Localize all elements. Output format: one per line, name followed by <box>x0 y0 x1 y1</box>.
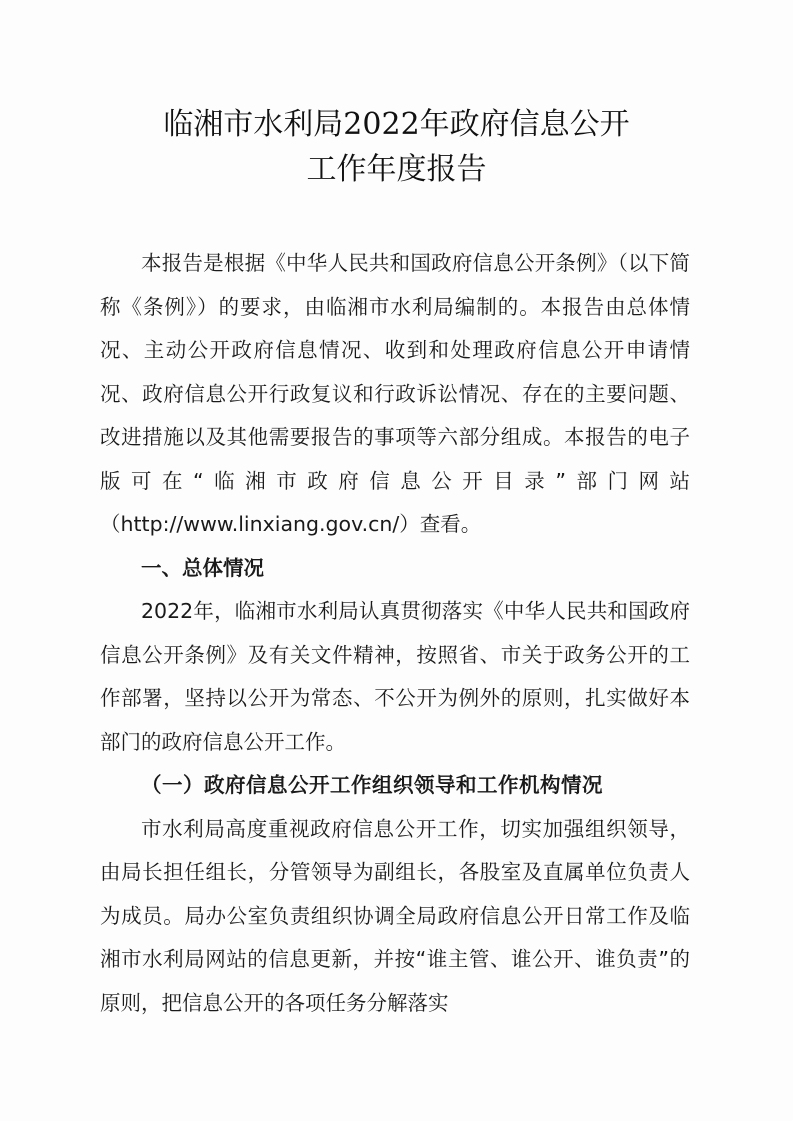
title-line-1: 临湘市水利局2022年政府信息公开 <box>163 107 630 142</box>
report-title <box>0 102 793 192</box>
subsection-heading-organization: （一）政府信息公开工作组织领导和工作机构情况 <box>141 773 603 797</box>
title-line-2: 工作年度报告 <box>306 152 487 187</box>
organization-paragraph: 市水利局高度重视政府信息公开工作，切实加强组织领导，由局长担任组长，分管领导为副组长，各股室及直属单位负责人为成员。局办公室负责组织协调全局政府信息公开日常工作及临湘市水利局网站的信息更新，并按“谁主管、谁公开、谁负责”的原则，把信息公开的各项任务分解落实 <box>100 816 690 1015</box>
section-heading-overview: 一、总体情况 <box>141 555 264 580</box>
overview-paragraph: 2022年，临湘市水利局认真贯彻落实《中华人民共和国政府信息公开条例》及有关文件精神，按照省、市关于政务公开的工作部署，坚持以公开为常态、不公开为例外的原则，扎实做好本部门的政府信息公开工作。 <box>100 599 690 754</box>
report-body <box>100 242 690 1025</box>
intro-paragraph: 本报告是根据《中华人民共和国政府信息公开条例》（以下简称《条例》）的要求，由临湘市水利局编制的。本报告由总体情况、主动公开政府信息情况、收到和处理政府信息公开申请情况、政府信息公开行政复议和行政诉讼情况、存在的主要问题、改进措施以及其他需要报告的事项等六部分组成。本报告的电子版可在“临湘市政府信息公开目录”部门网站（http://www.linxiang.gov.cn/）查看。 <box>100 251 690 536</box>
